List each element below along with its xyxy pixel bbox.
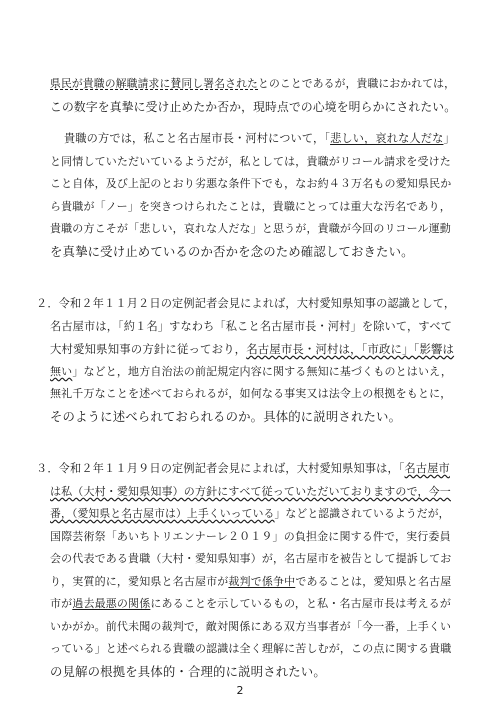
item-2-line-1: ２．令和２年１１月２日の定例記者会見によれば，大村愛知県知事の認識として， bbox=[36, 297, 456, 310]
text-span: とのことであるが，貴職におかれては， bbox=[258, 77, 456, 90]
paragraph-2-line-6: を真摯に受け止めているのか否かを念のため確認しておきたい。 bbox=[50, 244, 414, 259]
text-span: 市が bbox=[50, 597, 73, 610]
item-2-line-2: 名古屋市は，「約１名」すなわち「私こと名古屋市長・河村」を除いて，すべて bbox=[50, 320, 453, 333]
item-2-line-6: そのように述べられておられるのか。具体的に説明されたい。 bbox=[50, 409, 402, 424]
paragraph-1-line-1 bbox=[50, 76, 455, 92]
text-span: 貴職の方では，私こと名古屋市長・河村について，「 bbox=[64, 132, 331, 145]
text-span: であることは，愛知県と名古屋 bbox=[295, 575, 452, 588]
text-span: 」などと認識されているようだが， bbox=[274, 507, 450, 520]
item-3-line-10: の見解の根拠を具体的・合理的に説明されたい。 bbox=[50, 664, 326, 679]
paragraph-2-line-2: と同情していただいているようだが，私としては，貴職がリコール請求を受けた bbox=[50, 155, 451, 168]
underlined-phrase: 悲しい，哀れな人だな bbox=[330, 132, 444, 145]
underlined-phrase: 県民が貴職の解職請求に賛同し署名された bbox=[50, 77, 258, 90]
item-3-line-4: 国際芸術祭「あいちトリエンナーレ２０１９」の負担金に関する件で，実行委員 bbox=[50, 530, 451, 543]
item-3-line-8: いかがか。前代未聞の裁判で，敵対関係にある双方当事者が「今一番，上手くい bbox=[50, 620, 452, 633]
underlined-phrase: 裁判で係争中 bbox=[228, 575, 296, 588]
item-3-line-6 bbox=[50, 574, 451, 590]
item-2-line-5: 無礼千万なことを述べておられるが，如何なる事実又は法令上の根拠をもとに， bbox=[50, 387, 452, 400]
paragraph-2-line-5: 貴職の方こそが「悲しい，哀れな人だな」と思うが，貴職が今回のリコール運動 bbox=[50, 222, 451, 235]
page-number: 2 bbox=[236, 684, 244, 697]
item-3-line-3 bbox=[50, 506, 450, 522]
underlined-phrase: 過去最悪の関係 bbox=[72, 597, 151, 610]
item-2-line-4 bbox=[50, 364, 452, 380]
item-2-line-3 bbox=[50, 341, 454, 357]
paragraph-2-line-1 bbox=[64, 131, 455, 147]
text-span: 」などと，地方自治法の前記規定内容に関する無知に基づくものとはいえ， bbox=[72, 365, 453, 378]
text-span: にあることを示しているもの，と私・名古屋市長は考えるが bbox=[150, 597, 451, 610]
paragraph-2-line-4: ら貴職が「ノー」を突きつけられたことは，貴職にとっては重大な汚名であり， bbox=[50, 200, 451, 213]
item-3-line-7 bbox=[50, 596, 451, 612]
underlined-phrase: は私（大村・愛知県知事）の方針にすべて従っていただいておりますので，今一 bbox=[50, 485, 451, 498]
underlined-phrase: 番，（愛知県と名古屋市は）上手くいっている bbox=[50, 507, 275, 520]
paragraph-1-line-2: この数字を真摯に受け止めたか否か，現時点での心境を明らかにされたい。 bbox=[50, 100, 457, 114]
item-3-line-5: 会の代表である貴職（大村・愛知県知事）が，名古屋市を被告として提訴してお bbox=[50, 552, 452, 565]
text-span: り，実質的に，愛知県と名古屋市が bbox=[50, 575, 229, 588]
item-3-line-9: っている」と述べられる貴職の認識は全く理解に苦しむが，この点に関する貴職 bbox=[50, 642, 452, 655]
text-span: 」 bbox=[443, 132, 455, 145]
underlined-phrase: 名古屋市長・河村は，「市政に」「影響は bbox=[246, 342, 455, 356]
item-3-line-2 bbox=[50, 484, 451, 500]
underlined-phrase: 名古屋市 bbox=[404, 462, 450, 475]
underlined-phrase: 無い bbox=[50, 365, 73, 378]
item-3-line-1 bbox=[36, 461, 450, 477]
text-span: 大村愛知県知事の方針に従っており， bbox=[50, 342, 247, 356]
text-span: ３．令和２年１１月９日の定例記者会見によれば，大村愛知県知事は，「 bbox=[36, 462, 405, 475]
paragraph-2-line-3: こと自体，及び上記のとおり劣悪な条件下でも，なお約４３万名もの愛知県民か bbox=[50, 177, 452, 190]
